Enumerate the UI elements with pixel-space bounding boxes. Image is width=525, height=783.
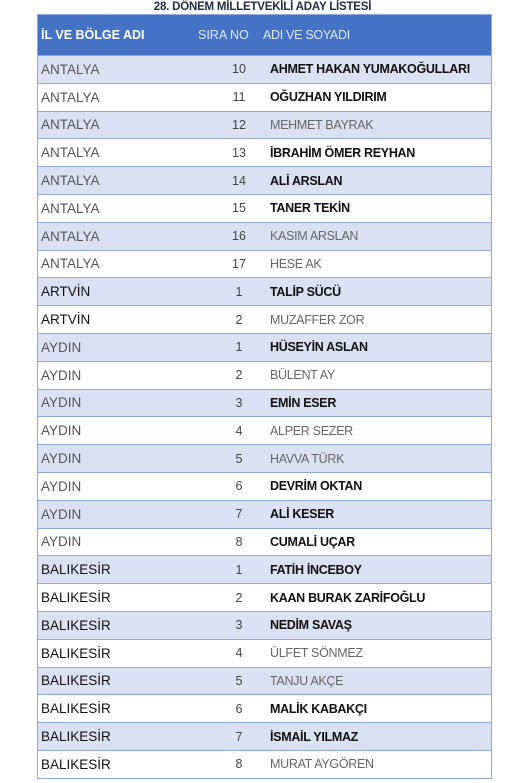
cell-name: ALİ KESER [270,507,334,522]
cell-region: ANTALYA [41,228,100,244]
cell-name: DEVRİM OKTAN [270,479,362,494]
cell-order: 2 [235,590,243,605]
table-row [37,640,492,668]
cell-order: 1 [235,340,243,355]
cell-order: 16 [232,229,246,244]
cell-order: 13 [232,145,246,160]
cell-order: 12 [232,117,246,132]
cell-region: ANTALYA [41,61,100,77]
table-row [37,84,492,112]
cell-region: AYDIN [41,534,82,550]
cell-order: 3 [235,395,243,410]
cell-name: EMİN ESER [270,395,337,410]
table-row [37,501,492,529]
cell-order: 7 [235,507,243,522]
cell-region: BALIKESİR [41,701,111,717]
table-row [37,723,492,751]
table-row [37,473,492,501]
cell-name: MURAT AYGÖREN [270,757,374,772]
cell-order: 1 [235,562,243,577]
cell-name: BÜLENT AY [270,368,335,383]
cell-order: 7 [235,729,243,744]
cell-name: HESE AK [270,256,322,271]
cell-region: ANTALYA [41,200,100,216]
table-row [37,584,492,612]
cell-region: ANTALYA [41,256,100,272]
cell-order: 17 [232,256,246,271]
cell-region: ANTALYA [41,117,100,133]
cell-name: KASIM ARSLAN [270,229,359,244]
cell-name: TANJU AKÇE [270,673,344,688]
table-row [37,278,492,306]
table-row [37,695,492,723]
cell-region: BALIKESİR [41,729,111,745]
table-row [37,167,492,195]
cell-name: ALİ ARSLAN [270,173,343,188]
table-row [37,529,492,557]
cell-name: KAAN BURAK ZARİFOĞLU [270,590,426,605]
table-row [37,112,492,140]
cell-name: NEDİM SAVAŞ [270,618,352,633]
cell-order: 15 [232,201,246,216]
cell-name: CUMALİ UÇAR [270,534,355,549]
cell-region: AYDIN [41,423,82,439]
cell-region: ARTVİN [41,284,91,300]
cell-order: 5 [235,673,243,688]
cell-region: AYDIN [41,367,82,383]
cell-region: ARTVİN [41,312,91,328]
cell-name: MUZAFFER ZOR [270,312,365,327]
cell-region: AYDIN [41,506,82,522]
cell-region: BALIKESİR [41,590,111,606]
cell-order: 10 [232,62,246,77]
table-row [37,195,492,223]
table-body [37,56,492,779]
table-row [37,251,492,279]
table-header [37,14,492,56]
table-row [37,362,492,390]
cell-order: 8 [235,534,243,549]
cell-name: TANER TEKİN [270,201,350,216]
cell-order: 8 [235,757,243,772]
cell-region: AYDIN [41,451,82,467]
cell-region: AYDIN [41,339,82,355]
cell-region: AYDIN [41,478,82,494]
table-row [37,751,492,779]
cell-name: ALPER SEZER [270,423,353,438]
table-row [37,56,492,84]
table-row [37,445,492,473]
table-row [37,139,492,167]
cell-order: 3 [235,618,243,633]
cell-name: İSMAİL YILMAZ [270,729,359,744]
cell-order: 2 [235,312,243,327]
table-row [37,306,492,334]
cell-name: FATİH İNCEBOY [270,562,362,577]
cell-order: 6 [235,701,243,716]
cell-region: BALIKESİR [41,645,111,661]
table-row [37,390,492,418]
cell-region: BALIKESİR [41,673,111,689]
cell-order: 4 [235,646,243,661]
cell-region: ANTALYA [41,145,100,161]
cell-name: OĞUZHAN YILDIRIM [270,90,387,105]
cell-name: HAVVA TÜRK [270,451,345,466]
cell-region: ANTALYA [41,173,100,189]
cell-order: 5 [235,451,243,466]
cell-name: TALİP SÜCÜ [270,284,341,299]
cell-region: BALIKESİR [41,756,111,772]
cell-name: MEHMET BAYRAK [270,117,374,132]
table-row [37,556,492,584]
header-order: SIRA NO [198,28,249,42]
table-row [37,223,492,251]
cell-name: İBRAHİM ÖMER REYHAN [270,145,415,160]
table-row [37,668,492,696]
cell-region: BALIKESİR [41,617,111,633]
cell-order: 4 [235,423,243,438]
cell-region: BALIKESİR [41,562,111,578]
table-row [37,417,492,445]
cell-order: 14 [232,173,246,188]
header-name: ADI VE SOYADI [263,28,350,42]
cell-name: AHMET HAKAN YUMAKOĞULLARI [270,62,470,77]
cell-name: HÜSEYİN ASLAN [270,340,368,355]
candidate-table [37,14,492,779]
cell-order: 11 [232,90,246,105]
cell-region: AYDIN [41,395,82,411]
cell-order: 1 [235,284,243,299]
cell-order: 6 [235,479,243,494]
cell-region: ANTALYA [41,89,100,105]
table-row [37,612,492,640]
page-title: 28. DÖNEM MİLLETVEKİLİ ADAY LİSTESİ [153,1,372,13]
cell-order: 2 [235,368,243,383]
cell-name: MALİK KABAKÇI [270,701,367,716]
cell-name: ÜLFET SÖNMEZ [270,646,363,661]
header-region: İL VE BÖLGE ADI [41,28,145,42]
table-row [37,334,492,362]
